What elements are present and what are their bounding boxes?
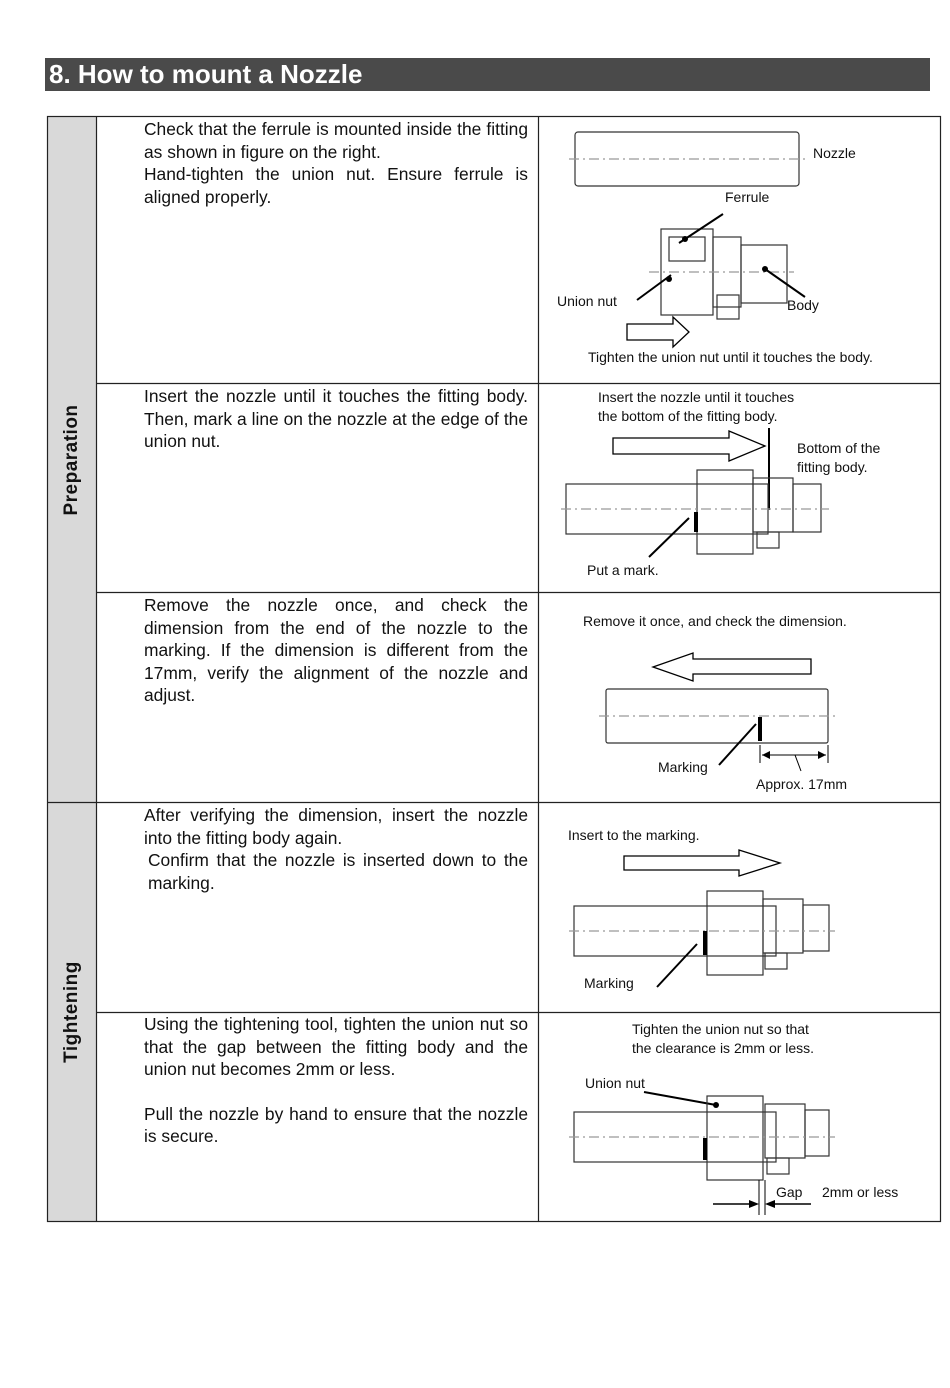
step-5-paragraph-1: Using the tightening tool, tighten the union nut so that the gap between the fitting body and the union nut becomes 2mm or less. [144,1014,528,1079]
marking-label: Marking [584,975,634,991]
section-label-preparation: Preparation [61,403,82,516]
instruction: Insert to the marking. [568,827,700,843]
step-1-paragraph-1: Check that the ferrule is mounted inside the fitting as shown in figure on the right. [144,119,528,162]
step-1-text [144,118,528,208]
gap-value-label: 2mm or less [822,1184,899,1200]
step-2-paragraph-1: Insert the nozzle until it touches the fitting body. Then, mark a line on the nozzle at the edge of the union nut. [144,386,528,451]
step-2-text [144,385,528,453]
instruction-line-1: Tighten the union nut so that [632,1021,809,1037]
label-union-nut: Union nut [557,293,617,309]
step-4-text [144,804,528,894]
step-5-figure [539,1012,940,1221]
nozzle-shape [575,132,799,186]
instruction-line-2: the bottom of the fitting body. [598,408,778,424]
dimension-label: Approx. 17mm [756,776,848,792]
marking-label: Marking [658,759,708,775]
label-nozzle: Nozzle [813,145,856,161]
bottom-label-line-2: fitting body. [797,459,868,475]
page-title: 8. How to mount a Nozzle [49,59,363,89]
step-4-figure [539,803,940,1012]
union-nut-label: Union nut [585,1075,645,1091]
instruction-line-1: Insert the nozzle until it touches [598,389,795,405]
step-1-figure [539,117,940,383]
step-4-paragraph-1: After verifying the dimension, insert the nozzle into the fitting body again. [144,805,528,848]
section-label-tightening: Tightening [61,960,82,1063]
step-3-paragraph-1: Remove the nozzle once, and check the dimension from the end of the nozzle to the marking. If the dimension is different from the 17mm, verify the alignment of the nozzle and adjust. [144,595,528,705]
step-2-figure [539,384,940,592]
section-tightening [48,802,96,1221]
gap-label: Gap [776,1184,803,1200]
step-3-figure [539,593,940,802]
section-preparation [48,117,96,802]
step-1-paragraph-2: Hand-tighten the union nut. Ensure ferrule is aligned properly. [144,164,528,207]
step-5-paragraph-2: Pull the nozzle by hand to ensure that the nozzle is secure. [144,1103,528,1146]
step-4-paragraph-2: Confirm that the nozzle is inserted down to the marking. [148,850,528,893]
label-body: Body [787,297,819,313]
instruction: Remove it once, and check the dimension. [583,613,847,629]
instruction-line-2: the clearance is 2mm or less. [632,1040,815,1056]
label-ferrule: Ferrule [725,189,770,205]
bottom-label-line-1: Bottom of the [797,440,881,456]
section-heading-bar [45,58,930,91]
step-3-text [144,594,528,707]
step-5-text [144,1013,528,1148]
put-mark-label: Put a mark. [587,562,659,578]
figure-caption: Tighten the union nut until it touches the body. [588,349,873,365]
